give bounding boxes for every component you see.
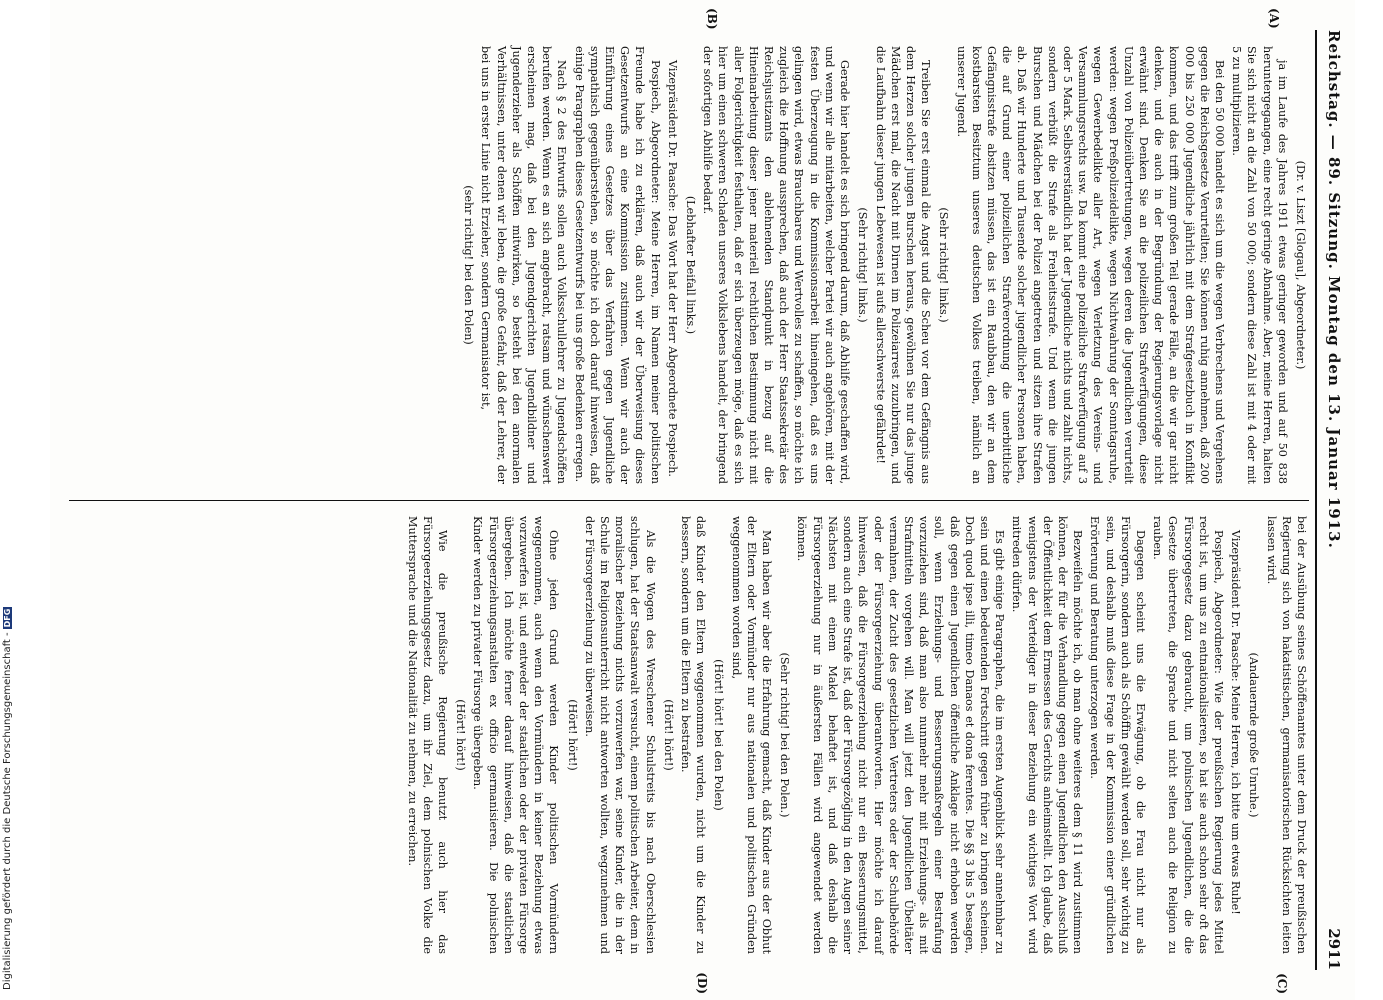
margin-marker-d: (D) <box>695 972 709 994</box>
interjection: (Andauernde große Unruhe.) <box>1247 652 1261 818</box>
sidebar <box>2 0 16 1000</box>
header-title: Reichstag. — 89. Sitzung. Montag den 13. Januar 1913. <box>1325 30 1343 549</box>
paragraph: Dagegen scheint uns die Erwägung, ob die Frau nicht nur als Fürsorgerin, sondern auch als Schöffin gewählt werden soll, sehr wichtig zu sein, und deshalb muß diese Frage in der Kommission einer gründlichen Erörterung und Beratung unterzogen werden. <box>1088 516 1147 954</box>
interjection: (Sehr richtig! links.) <box>856 207 870 323</box>
interjection: (sehr richtig! bei den Polen) <box>462 185 476 345</box>
interjection: (Lebhafter Beifall links.) <box>684 195 698 335</box>
paragraph: Pospiech, Abgeordneter: Meine Herren, im Namen meiner politischen Freunde habe ich zu erklären, daß auch wir der Überweisung dieses Gesetzentwurfs an eine Kommission zustimmen. Wenn wir auch der Einführung eines Gesetzes über das Verfahren gegen Jugendliche sympathisch gegenüberstehen, so möchte ich doch darauf hinweisen, daß einige Paragraphen dieses Gesetzentwurfs bei uns große Bedenken erregen. <box>572 46 662 484</box>
page-header <box>1315 30 1343 970</box>
margin-marker-a: (A) <box>1267 8 1281 29</box>
interjection: (Hört! hört!) <box>454 699 468 771</box>
margin-marker-c: (C) <box>1275 973 1289 994</box>
speaker-continuation: (Dr. v. Liszt [Glogau], Abgeordneter.) <box>1294 160 1307 370</box>
document-page <box>50 0 1355 1000</box>
paragraph: Ohne jeden Grund werden Kinder politischen Vormündern weggenommen, auch wenn den Vormündern in keiner Beziehung etwas vorzuwerfen ist, und entweder der staatlichen oder der privaten Fürsorge übergeben. Ich möchte ferner darauf hinweisen, daß die staatlichen Fürsorgeerziehungsanstalten ex officio germanisieren. Die polnischen Kinder werden zu privater Fürsorge übergeben. <box>471 516 561 954</box>
right-column <box>69 500 1309 994</box>
margin-marker-b: (B) <box>705 8 719 30</box>
paragraph: Treiben Sie erst einmal die Angst und die Scheu vor dem Gefängnis aus dem Herzen solcher jungen Burschen heraus, gewöhnen Sie nur das junge Mädchen erst mal, die Nacht mit Dirnen im Polizeiarrest zuzubringen, und die Laufbahn dieser jungen Lebewesen ist aufs allerschwerste gefährdet! <box>873 46 933 484</box>
dfg-logo: DFG <box>3 608 12 628</box>
left-column <box>69 8 1309 500</box>
paragraph: Bei den 50 000 handelt es sich um die wegen Verbrechens und Vergehens gegen die Reichsgesetze Verurteilten; Sie können ruhig annehmen, daß 200 000 bis 250 000 Jugendliche jährlich mit dem Strafgesetzbuch in Konflikt kommen, und das trifft zum großen Teil gerade Fälle, an die wir gar nicht denken, und die auch in der Begründung der Regierungsvorlage nicht erwähnt sind. Denken Sie an die polizeilichen Strafverfügungen, diese Unzahl von Polizeiübertretungen, wegen deren die Jugendlichen verurteilt werden: wegen Preßpolizeidelikte, wegen Nichtwahrung der Sonntagsruhe, wegen Gewerbedelikte aller Art, wegen Verletzung des Vereins- und Versammlungsrechts usw. Da kommt eine polizeiliche Strafverfügung auf 3 oder 5 Mark. Selbstverständlich hat der Jugendliche nichts und zahlt nichts, sondern verbüßt die Strafe als Freiheitsstrafe. Und wenn die jungen Burschen und Mädchen bei der Polizei angetreten und sitzen ihre Strafen ab. Daß wir Hunderte und Tausende solcher jugendlicher Personen haben, die auf Grund einer polizeilichen Strafverordnung die unerbittliche Gefängnisstrafe absitzen müssen, das ist ein Raubbau, den wir an dem kostbarsten Besitztum unseres deutschen Volkes treiben, nämlich an unserer Jugend. <box>954 46 1226 484</box>
interjection: (Hört! hört!) <box>661 699 675 771</box>
paragraph: Wie die preußische Regierung benutzt auch hier das Fürsorgeerziehungsgesetz dazu, um ihr Ziel, dem polnischen Volke die Muttersprache und die Nationalität zu nehmen, zu erreichen. <box>405 516 450 954</box>
text-columns <box>69 8 1309 994</box>
paragraph: Man haben wir aber die Erfahrung gemacht, daß Kinder aus der Obhut der Eltern oder Vormünder nur aus nationalen und politischen Gründen weggenommen worden sind, <box>729 516 774 954</box>
paragraph: Vizepräsident Dr. Paasche: Das Wort hat der Herr Abgeordnete Pospiech. <box>665 60 679 477</box>
sidebar-text <box>2 607 13 990</box>
paragraph: ja im Laufe des Jahres 1911 etwas geringer geworden und auf 50 838 heruntergegangen, eine recht geringe Abnahme. Aber, meine Herren, halten Sie sich nicht an die Zahl von 50 000; sondern diese Zahl ist mit 4 oder mit 5 zu multiplizieren. <box>1230 46 1289 484</box>
interjection: (Sehr richtig! bei den Polen.) <box>778 652 792 818</box>
paragraph: Es gibt einige Paragraphen, die im ersten Augenblick sehr annehmbar zu sein und einen bedeutenden Fortschritt gegen früher zu bringen scheinen. Doch quod ipse illi, timeo Danaos et dona ferentes. Die §§ 3 bis 5 besagen, daß gegen einen Jugendlichen öffentliche Anklage nicht erhoben werden soll, wenn Erziehungs- und Besserungsmaßregeln einer Bestrafung vorzuziehen sind, daß man also nunmehr mehr mit Erziehungs- als mit Strafmitteln vorgehen will. Man will jetzt den Jugendlichen Übeltäter vermahnen, der Zucht des gesetzlichen Vertreters oder der Schulbehörde oder der Fürsorgeerziehung überantworten. Hier möchte ich darauf hinweisen, daß die Fürsorgeerziehung nicht nur ein Besserungsmittel, sondern auch eine Strafe ist, daß der Fürsorgezögling in den Augen seiner Nächsten mit einem Makel behaftet ist, und daß deshalb die Fürsorgeerziehung nur in äußersten Fällen wird angewendet werden können. <box>795 516 1007 954</box>
paragraph: Gerade hier handelt es sich bringend darum, daß Abhilfe geschaffen wird, und wenn wir alle mitarbeiten, welcher Partei wir auch angehören, mit der festen Überzeugung in die Kommissionsarbeit hineingehen, daß es uns gelingen wird, etwas Brauchbares und Wertvolles zu schaffen, so möchte ich zugleich die Hoffnung aussprechen, daß auch der Herr Staatssekretär des Reichsjustizamts den ablehnenden Standpunkt in bezug auf die Hineinarbeitung dieser jener materiell rechtlichen Bestimmung nicht mit aller Folgerichtigkeit festhalten, daß er sich überzeugen möge, daß es sich hier um einen schweren Schaden unseres Volkslebens handelt, der bringend der sofortigen Abhilfe bedarf. <box>701 46 852 484</box>
interjection: (Hört! hört!) <box>565 699 579 771</box>
interjection: (Sehr richtig! links.) <box>937 207 951 323</box>
paragraph: Als die Wogen des Wreschener Schulstreits bis nach Oberschlesien schlugen, hat der Staatsanwalt versucht, einem politischen Arbeiter, dem in moralischer Beziehung nichts vorzuwerfen war, seine Kinder, die in der Schule im Religionsunterricht nicht antworten wollten, wegzunehmen und der Fürsorgeerziehung zu überweisen. <box>582 516 657 954</box>
paragraph: Pospiech, Abgeordneter: Wie der preußischen Regierung jedes Mittel recht ist, um uns zu entnationalisieren, so hat sie auch schon sehr oft das Fürsorgegesetz dazu gebraucht, um polnischen Jugendlichen, die die Gesetze übertreten, die Sprache und nicht selten auch die Religion zu rauben. <box>1151 516 1225 954</box>
paragraph: daß Kinder den Eltern weggenommen wurden, nicht um die Kinder zu bessern, sondern um die Eltern zu bestrafen. <box>679 516 708 954</box>
paragraph: Bezweifeln möchte ich, ob man ohne weiteres dem § 11 wird zustimmen können, der für die Verhandlung gegen einen Jugendlichen den Ausschluß der Öffentlichkeit dem Ermessen des Gerichts anheimstellt. Ich glaube, daß wenigstens der Verteidiger in dieser Beziehung ein wichtiges Wort wird mitreden dürfen. <box>1010 516 1085 954</box>
page-number: 2911 <box>1325 928 1343 970</box>
paragraph: Vizepräsident Dr. Paasche: Meine Herren, ich bitte um etwas Ruhe! <box>1229 530 1243 915</box>
paragraph: Nach § 2 des Entwurfs sollen auch Volksschullehrer zu Jugendschöffen berufen werden. Wenn es an sich angebracht, ratsam und wünschenswert erscheinen mag, daß bei den Jugendgerichten Jugendbildner und Jugenderzieher als Schöffen mitwirken, so besteht bei den anormalen Verhältnissen, unter denen wir leben, die große Gefahr, daß der Lehrer, der bei uns in erster Linie nicht Erzieher, sondern Germanisator ist, <box>479 46 569 484</box>
digitization-credit: Digitalisierung gefördert durch die Deutsche Forschungsgemeinschaft - <box>2 632 13 990</box>
paragraph: bei der Ausübung seines Schöffenamtes unter dem Druck der preußischen Regierung sich von hakatistischen, germanisatorischen Rücksichten leiten lassen wird. <box>1264 516 1308 954</box>
interjection: (Hört! hört! bei den Polen) <box>712 659 726 811</box>
